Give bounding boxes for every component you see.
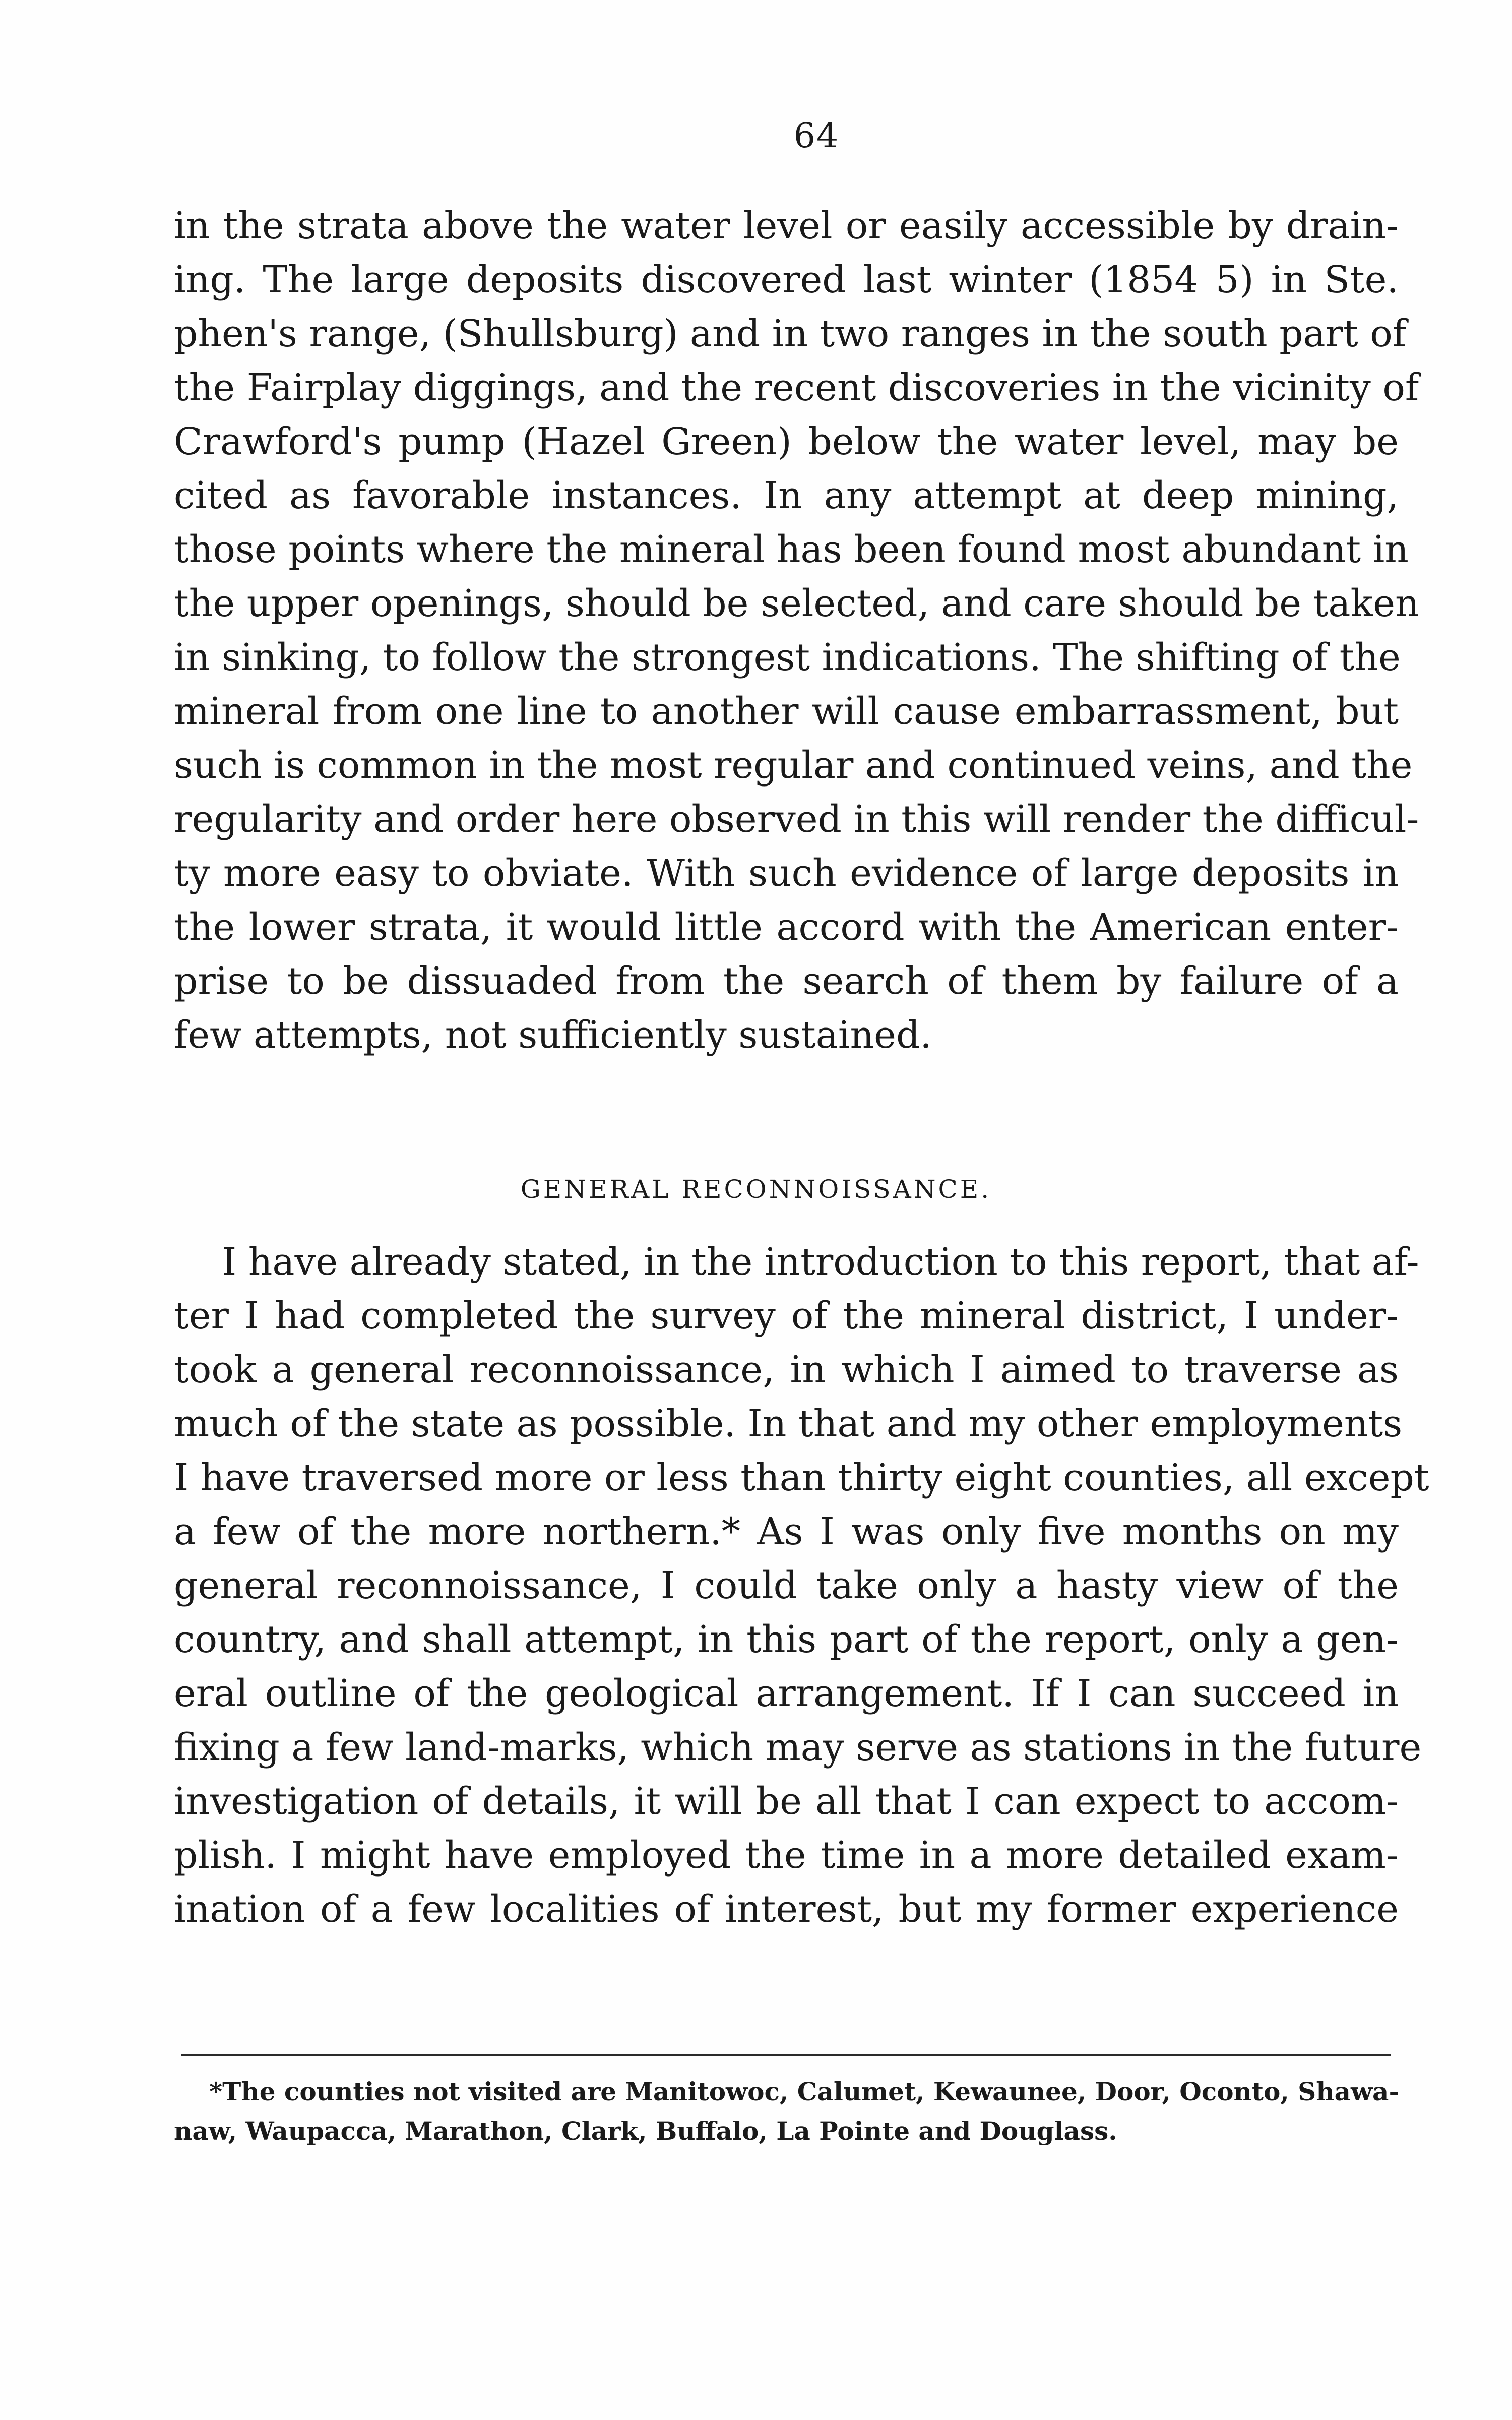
text-line: in the strata above the water level or easily accessible by drain- [174,204,1399,248]
text-line: investigation of details, it will be all that I can expect to accom- [174,1780,1399,1823]
text-line: general reconnoissance, I could take only a hasty view of the [174,1564,1399,1607]
text-line: ter I had completed the survey of the mineral district, I under- [174,1294,1399,1338]
text-line: took a general reconnoissance, in which I aimed to traverse as [174,1348,1399,1392]
paragraph-reconnoissance [174,1235,1429,1937]
text-line: the lower strata, it would little accord with the American enter- [174,905,1399,949]
text-line: those points where the mineral has been found most abundant in [174,528,1409,571]
text-line: plish. I might have employed the time in a more detailed exam- [174,1834,1399,1877]
text-line: regularity and order here observed in this will render the difficul- [174,798,1419,841]
text-line: I have already stated, in the introduction to this report, that af- [222,1240,1419,1284]
text-line: fixing a few land-marks, which may serve as stations in the future [174,1726,1422,1769]
footnote-line: *The counties not visited are Manitowoc, Calumet, Kewaunee, Door, Oconto, Shawa- [209,2077,1400,2106]
footnote [174,2072,1399,2151]
text-line: country, and shall attempt, in this part of the report, only a gen- [174,1618,1399,1661]
text-line: Crawford's pump (Hazel Green) below the water level, may be [174,420,1399,463]
text-line: in sinking, to follow the strongest indications. The shifting of the [174,636,1401,679]
text-line: mineral from one line to another will cause embarrassment, but [174,690,1399,733]
text-line: prise to be dissuaded from the search of them by failure of a [174,959,1399,1003]
text-line: cited as favorable instances. In any attempt at deep mining, [174,474,1399,517]
text-line: the Fairplay diggings, and the recent discoveries in the vicinity of [174,366,1419,409]
text-line: ination of a few localities of interest, but my former experience [174,1888,1399,1931]
text-line: much of the state as possible. In that and my other employments [174,1402,1403,1445]
text-line: ty more easy to obviate. With such evidence of large deposits in [174,852,1399,895]
text-line: the upper openings, should be selected, and care should be taken [174,582,1419,625]
section-heading: GENERAL RECONNOISSANCE. [520,1175,992,1204]
text-line: a few of the more northern.* As I was only five months on my [174,1510,1399,1553]
text-line: few attempts, not sufficiently sustained. [174,1013,932,1057]
page-number: 64 [793,116,840,156]
text-line: ing. The large deposits discovered last winter (1854 5) in Ste. [174,258,1399,301]
footnote-line: naw, Waupacca, Marathon, Clark, Buffalo, La Pointe and Douglass. [174,2116,1117,2146]
text-line: I have traversed more or less than thirty eight counties, all except [174,1456,1429,1499]
text-line: such is common in the most regular and continued veins, and the [174,744,1413,787]
text-line: eral outline of the geological arrangement. If I can succeed in [174,1672,1399,1715]
paragraph-continued [174,199,1419,1062]
footnote-rule [181,2054,1391,2056]
text-line: phen's range, (Shullsburg) and in two ranges in the south part of [174,312,1407,355]
